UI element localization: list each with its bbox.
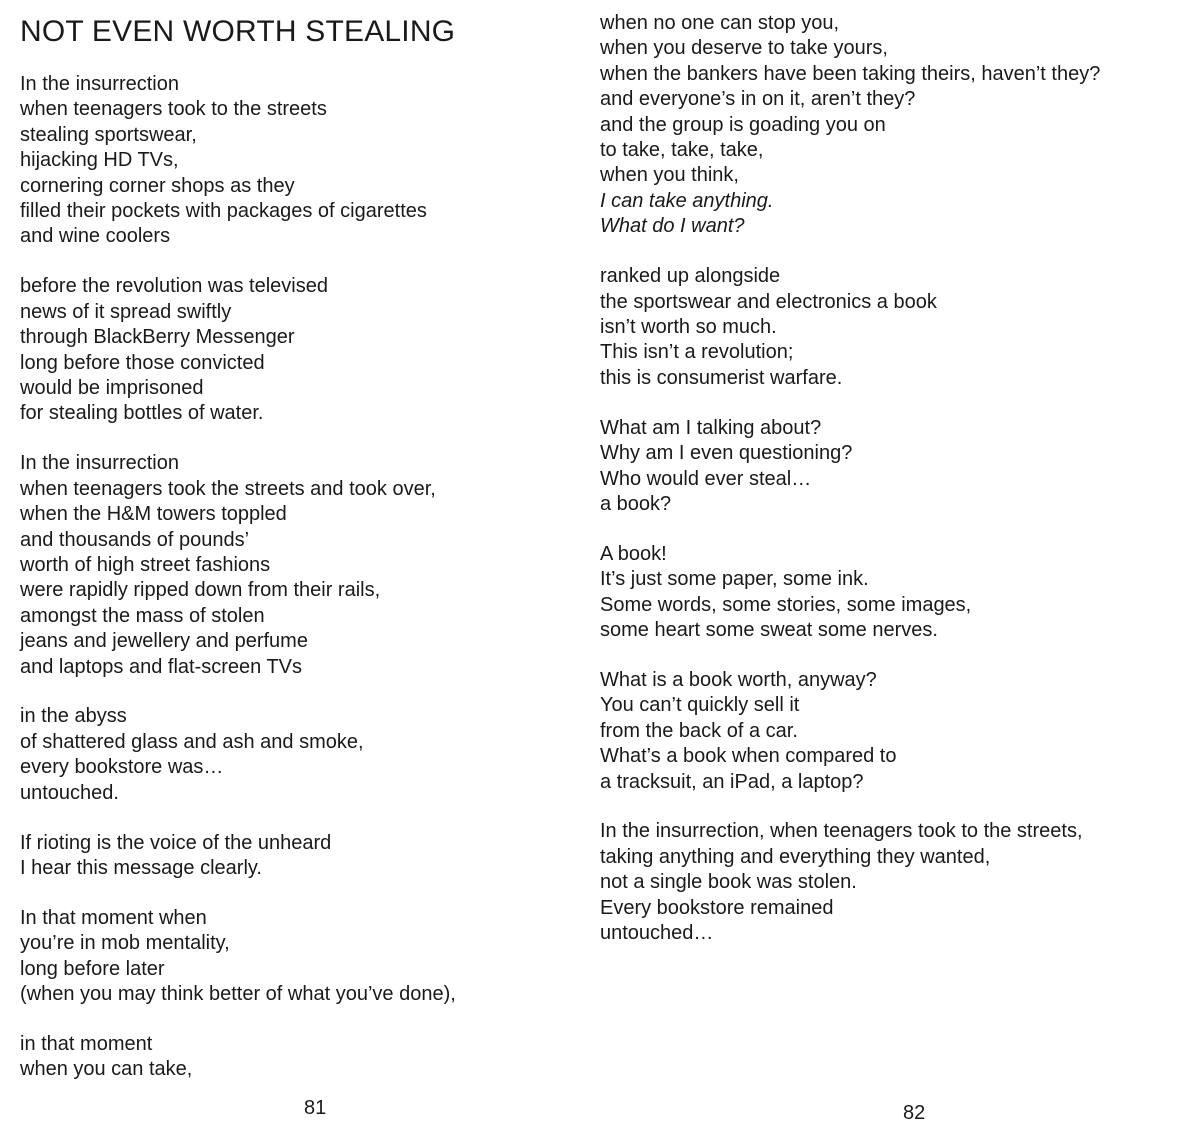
- poem-line: to take, take, take,: [600, 139, 764, 162]
- poem-line: What is a book worth, anyway?: [600, 668, 877, 691]
- poem-line: untouched…: [600, 922, 714, 945]
- poem-line: Every bookstore remained: [600, 896, 834, 919]
- poem-line: What am I talking about?: [600, 416, 822, 439]
- poem-line: Why am I even questioning?: [600, 442, 853, 465]
- stanza: [600, 264, 1100, 391]
- poem-line: when teenagers took the streets and took over,: [20, 477, 436, 500]
- poem-line: It’s just some paper, some ink.: [600, 568, 869, 591]
- poem-text-left: [20, 72, 456, 1107]
- stanza: [20, 906, 456, 1008]
- stanza: [20, 72, 456, 250]
- poem-line: in that moment: [20, 1033, 153, 1055]
- poem-line: when teenagers took to the streets: [20, 98, 327, 121]
- poem-text-right: [600, 11, 1100, 971]
- poem-line: before the revolution was televised: [20, 275, 328, 298]
- poem-line: worth of high street fashions: [20, 553, 271, 576]
- poem-line: when you think,: [600, 164, 739, 187]
- stanza: [600, 819, 1100, 946]
- poem-line: and thousands of pounds’: [20, 528, 250, 551]
- poem-line: If rioting is the voice of the unheard: [20, 831, 332, 854]
- poem-line: In that moment when: [20, 906, 207, 929]
- poem-line: not a single book was stolen.: [600, 871, 857, 894]
- poem-line: news of it spread swiftly: [20, 300, 232, 323]
- poem-line: would be imprisoned: [20, 376, 204, 399]
- poem-line: and the group is goading you on: [600, 113, 886, 136]
- stanza: [20, 704, 456, 806]
- poem-line: A book!: [600, 542, 667, 565]
- poem-line: You can’t quickly sell it: [600, 694, 800, 717]
- stanza: [20, 451, 456, 680]
- poem-line: hijacking HD TVs,: [20, 149, 179, 172]
- poem-line: for stealing bottles of water.: [20, 402, 264, 425]
- poem-line: long before those convicted: [20, 351, 265, 374]
- poem-line: and everyone’s in on it, aren’t they?: [600, 88, 916, 111]
- poem-line: untouched.: [20, 781, 119, 804]
- poem-line: a tracksuit, an iPad, a laptop?: [600, 770, 864, 793]
- right-page: [590, 0, 1200, 1125]
- poem-line: In the insurrection, when teenagers took to the streets,: [600, 820, 1083, 843]
- poem-line: and wine coolers: [20, 225, 171, 248]
- poem-title: NOT EVEN WORTH STEALING: [20, 15, 456, 48]
- poem-line: from the back of a car.: [600, 719, 798, 742]
- page-number-left: 81: [304, 1097, 327, 1119]
- poem-line: the sportswear and electronics a book: [600, 290, 937, 313]
- poem-line: this is consumerist warfare.: [600, 366, 843, 389]
- poem-line: I can take anything.: [600, 189, 774, 212]
- stanza: [600, 416, 1100, 518]
- poem-line: a book?: [600, 492, 672, 515]
- poem-line: cornering corner shops as they: [20, 174, 295, 197]
- poem-line: of shattered glass and ash and smoke,: [20, 730, 364, 753]
- poem-line: Some words, some stories, some images,: [600, 593, 972, 616]
- poem-line: you’re in mob mentality,: [20, 932, 230, 955]
- poem-line: when no one can stop you,: [600, 12, 840, 34]
- poem-line: when the bankers have been taking theirs, haven’t they?: [600, 62, 1101, 85]
- poem-line: taking anything and everything they wanted,: [600, 845, 991, 868]
- poem-line: What do I want?: [600, 215, 745, 238]
- page-number-right: 82: [903, 1102, 926, 1124]
- poem-line: isn’t worth so much.: [600, 315, 777, 338]
- poem-line: and laptops and flat-screen TVs: [20, 655, 303, 678]
- poem-line: In the insurrection: [20, 452, 179, 475]
- stanza: [600, 11, 1100, 240]
- stanza: [600, 542, 1100, 644]
- poem-line: in the abyss: [20, 705, 127, 728]
- poem-line: In the insurrection: [20, 73, 179, 95]
- poem-line: long before later: [20, 957, 165, 980]
- poem-line: when you deserve to take yours,: [600, 37, 888, 60]
- stanza: [600, 668, 1100, 795]
- poem-line: I hear this message clearly.: [20, 856, 262, 879]
- poem-line: stealing sportswear,: [20, 123, 197, 146]
- poem-line: when the H&M towers toppled: [20, 503, 287, 526]
- poem-line: (when you may think better of what you’ve done),: [20, 983, 456, 1006]
- left-page: [0, 0, 590, 1125]
- poem-line: amongst the mass of stolen: [20, 604, 265, 627]
- poem-line: ranked up alongside: [600, 265, 781, 288]
- poem-line: some heart some sweat some nerves.: [600, 619, 938, 642]
- poem-line: Who would ever steal…: [600, 467, 812, 490]
- poem-line: What’s a book when compared to: [600, 745, 897, 768]
- stanza: [20, 274, 456, 426]
- poem-line: when you can take,: [20, 1058, 193, 1081]
- poem-line: filled their pockets with packages of cigarettes: [20, 200, 427, 223]
- poem-line: were rapidly ripped down from their rails,: [20, 579, 381, 602]
- stanza: [20, 1032, 456, 1083]
- poem-line: jeans and jewellery and perfume: [20, 630, 308, 653]
- stanza: [20, 831, 456, 882]
- poem-line: every bookstore was…: [20, 756, 224, 779]
- poem-line: This isn’t a revolution;: [600, 341, 794, 364]
- poem-line: through BlackBerry Messenger: [20, 326, 295, 349]
